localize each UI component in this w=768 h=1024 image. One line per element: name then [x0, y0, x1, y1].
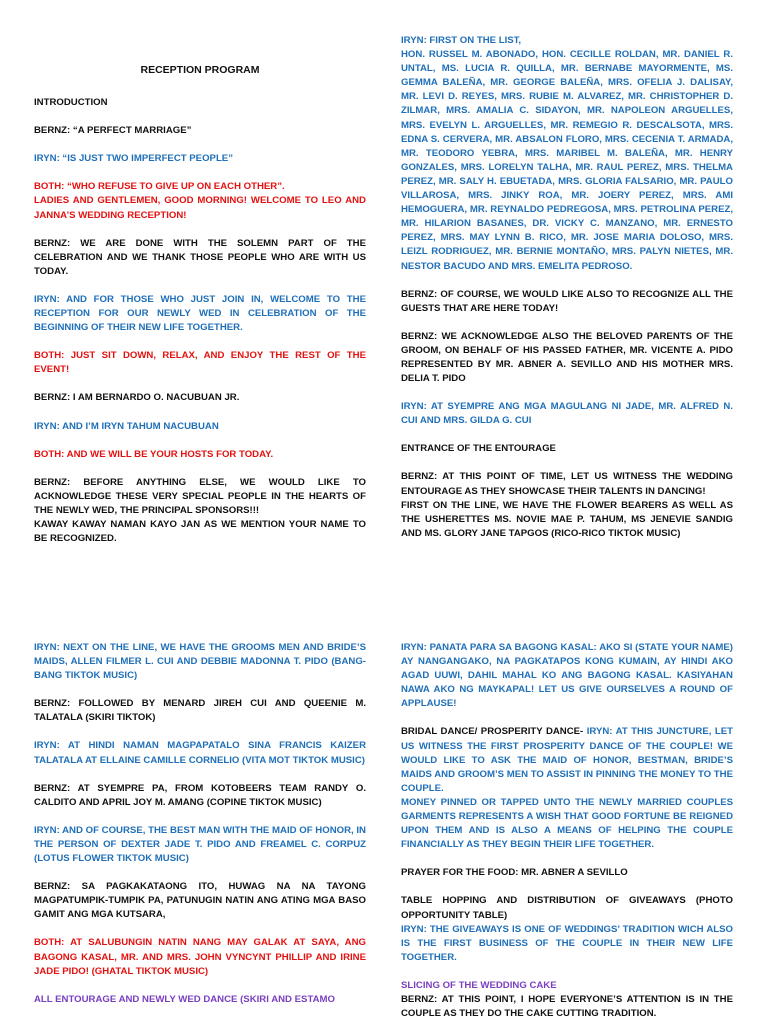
- bernz-line: BERNZ: WE ARE DONE WITH THE SOLEMN PART OF THE CELEBRATION AND WE THANK THOSE PEOPLE WHO ARE WITH US TODAY.: [34, 237, 366, 277]
- bernz-line: BERNZ: OF COURSE, WE WOULD LIKE ALSO TO RECOGNIZE ALL THE GUESTS THAT ARE HERE TODAY!: [401, 288, 733, 314]
- page1-right-column: [401, 34, 733, 541]
- prosperity-dance-heading: BRIDAL DANCE/ PROSPERITY DANCE-: [401, 726, 587, 738]
- bernz-line: BERNZ: AT THIS POINT OF TIME, LET US WITNESS THE WEDDING ENTOURAGE AS THEY SHOWCASE THEIR TALENTS IN DANCING!: [401, 471, 733, 497]
- flower-bearers-line: FIRST ON THE LINE, WE HAVE THE FLOWER BEARERS AS WELL AS THE USHERETTES MS. NOVIE MAE P. TAHUM, MS JENEVIE SANDIG AND MS. GLORY JANE TAPGOS (RICO-RICO TIKTOK MUSIC): [401, 499, 733, 539]
- iryn-line: IRYN: AT THIS JUNCTURE, LET US WITNESS THE FIRST PROSPERITY DANCE OF THE COUPLE! WE WOULD LIKE TO ASK THE MAID OF HONOR, BESTMAN, BRIDE’S MAIDS AND GROOM’S MEN TO ASSIST IN PINNING THE MONEY TO THE COUPLE.: [401, 726, 733, 794]
- page1-left-column: [34, 63, 366, 546]
- introduction-heading: INTRODUCTION: [34, 97, 108, 109]
- bernz-line: BERNZ: BEFORE ANYTHING ELSE, WE WOULD LIKE TO ACKNOWLEDGE THESE VERY SPECIAL PEOPLE IN THE HEARTS OF THE NEWLY WED, THE PRINCIPAL SPONSORS!!!: [34, 476, 366, 516]
- sponsors-list: HON. RUSSEL M. ABONADO, HON. CECILLE ROLDAN, MR. DANIEL R. UNTAL, MS. LUCIA R. QUILLA, MR. BERNABE MAYORMENTE, MS. GEMMA BALEÑA, MR. GEORGE BALEÑA, MRS. OFELIA J. DALISAY, MR. LEVI D. REYES, MRS. RUBIE M. ALVAREZ, MR. CHRISTOPHER D. ZILMAR, MRS. AMALIA C. SIDAYON, MR. NAPOLEON ARGUELLES, MRS. EVELYN L. ARGUELLES, MR. REMEGIO R. DESCALSOTA, MRS. EDNA S. CERVERA, MR. ABSALON FLORO, MRS. CECENIA T. ARMADA, MR. TEODORO YEBRA, MRS. MARIBEL M. BALEÑA, MR. HENRY GONZALES, MRS. LORELYN TALHA, MR. RAUL PEREZ, MRS. THELMA PEREZ, MR. SALY H. EBUETADA, MRS. GLORIA FALSARIO, MR. PAULO VILLAROSA, MRS. JINKY ROA, MR. JOERY PEREZ, MRS. AMI HEMOGUERA, MR. REYNALDO PEDREGOSA, MRS. PETROLINA PEREZ, MR. HILARION BASANES, DR. VICKY C. MANZANO, MR. ERNESTO PEREZ, MRS. MAY LYNN B. RICO, MR. JOSE MARIA DOLOSO, MRS. LEIZL RODRIGUEZ, MR. BERNIE MONTAÑO, MRS. PALYN NIETES, MR. NESTOR BACUDO AND MRS. EMELITA PEDROSO.: [401, 49, 733, 272]
- prayer-line: PRAYER FOR THE FOOD: MR. ABNER A SEVILLO: [401, 867, 628, 879]
- entourage-dance-line: ALL ENTOURAGE AND NEWLY WED DANCE (SKIRI AND ESTAMO: [34, 993, 335, 1005]
- iryn-line: IRYN: “IS JUST TWO IMPERFECT PEOPLE”: [34, 153, 233, 165]
- bernz-line: BERNZ: “A PERFECT MARRIAGE”: [34, 125, 192, 137]
- program-title: RECEPTION PROGRAM: [140, 64, 260, 76]
- entourage-heading: ENTRANCE OF THE ENTOURAGE: [401, 443, 556, 455]
- table-hopping-line: TABLE HOPPING AND DISTRIBUTION OF GIVEAWAYS (PHOTO OPPORTUNITY TABLE): [401, 895, 733, 921]
- iryn-line: IRYN: NEXT ON THE LINE, WE HAVE THE GROOMS MEN AND BRIDE’S MAIDS, ALLEN FILMER L. CUI AND DEBBIE MADONNA T. PIDO (BANG-BANG TIKTOK MUSIC): [34, 642, 366, 682]
- both-line: BOTH: JUST SIT DOWN, RELAX, AND ENJOY THE REST OF THE EVENT!: [34, 350, 366, 376]
- bernz-line: BERNZ: AT SYEMPRE PA, FROM KOTOBEERS TEAM RANDY O. CALDITO AND APRIL JOY M. AMANG (COPINE TIKTOK MUSIC): [34, 782, 366, 808]
- prosperity-dance-paragraph: [401, 725, 733, 795]
- iryn-line: IRYN: FIRST ON THE LIST,: [401, 35, 522, 46]
- both-line: BOTH: “WHO REFUSE TO GIVE UP ON EACH OTHER”.: [34, 181, 285, 193]
- iryn-line: IRYN: AT HINDI NAMAN MAGPAPATALO SINA FRANCIS KAIZER TALATALA AT ELLAINE CAMILLE CORNELIO (VITA MOT TIKTOK MUSIC): [34, 740, 366, 766]
- bernz-line: BERNZ: AT THIS POINT, I HOPE EVERYONE’S ATTENTION IS IN THE COUPLE AS THEY DO THE CAKE CUTTING TRADITION.: [401, 993, 733, 1020]
- bernz-line: BERNZ: I AM BERNARDO O. NACUBUAN JR.: [34, 392, 240, 404]
- both-line: BOTH: AND WE WILL BE YOUR HOSTS FOR TODAY.: [34, 448, 274, 460]
- bernz-line: BERNZ: WE ACKNOWLEDGE ALSO THE BELOVED PARENTS OF THE GROOM, ON BEHALF OF HIS PASSED FATHER, MR. VICENTE A. PIDO REPRESENTED BY MR. ABNER A. SEVILLO AND HIS MOTHER MRS. DELIA T. PIDO: [401, 330, 733, 385]
- page2-right-column: [401, 641, 733, 1021]
- money-pinning-line: MONEY PINNED OR TAPPED UNTO THE NEWLY MARRIED COUPLES GARMENTS REPRESENTS A WISH THAT GOOD FORTUNE BE REIGNED UPON THEM AND IS ALSO A MEANS OF HELPING THE COUPLE FINANCIALLY AS THEY BEGIN THEIR LIFE TOGETHER.: [401, 796, 733, 851]
- welcome-line: LADIES AND GENTLEMEN, GOOD MORNING! WELCOME TO LEO AND JANNA’S WEDDING RECEPTION!: [34, 195, 366, 221]
- iryn-line: IRYN: AND I’M IRYN TAHUM NACUBUAN: [34, 420, 219, 432]
- iryn-line: IRYN: AND OF COURSE, THE BEST MAN WITH THE MAID OF HONOR, IN THE PERSON OF DEXTER JADE T. PIDO AND FREAMEL C. CORPUZ (LOTUS FLOWER TIKTOK MUSIC): [34, 824, 366, 865]
- iryn-line: IRYN: AT SYEMPRE ANG MGA MAGULANG NI JADE, MR. ALFRED N. CUI AND MRS. GILDA G. CUI: [401, 401, 733, 427]
- cake-slicing-heading: SLICING OF THE WEDDING CAKE: [401, 979, 557, 991]
- bernz-line: BERNZ: SA PAGKAKATAONG ITO, HUWAG NA NA TAYONG MAGPATUMPIK-TUMPIK PA, PATUNUGIN NATIN ANG ATING MGA BASO GAMIT ANG MGA KUTSARA,: [34, 881, 366, 921]
- iryn-line: IRYN: THE GIVEAWAYS IS ONE OF WEDDINGS’ TRADITION WICH ALSO IS THE FIRST BUSINESS OF THE COUPLE IN THEIR NEW LIFE TOGETHER.: [401, 923, 733, 963]
- page2-left-column: [34, 641, 366, 1007]
- iryn-line: IRYN: AND FOR THOSE WHO JUST JOIN IN, WELCOME TO THE RECEPTION FOR OUR NEWLY WED IN CELEBRATION OF THE BEGINNING OF THEIR NEW LIFE TOGETHER.: [34, 293, 366, 334]
- iryn-line: IRYN: PANATA PARA SA BAGONG KASAL: AKO SI (STATE YOUR NAME) AY NANGANGAKO, NA PAGKATAPOS KONG KUMAIN, AY HINDI AKO AGAD UUWI, DAHIL MAHAL KO ANG BAGONG KASAL. KASIYAHAN NAWA AKO NG MAYKAPAL! LET US GIVE OURSELVES A ROUND OF APPLAUSE!: [401, 642, 733, 710]
- bernz-line: BERNZ: FOLLOWED BY MENARD JIREH CUI AND QUEENIE M. TALATALA (SKIRI TIKTOK): [34, 698, 366, 724]
- kaway-line: KAWAY KAWAY NAMAN KAYO JAN AS WE MENTION YOUR NAME TO BE RECOGNIZED.: [34, 518, 366, 545]
- both-line: BOTH: AT SALUBUNGIN NATIN NANG MAY GALAK AT SAYA, ANG BAGONG KASAL, MR. AND MRS. JOHN VYNCYNT PHILLIP AND IRINE JADE PIDO! (GHATAL TIKTOK MUSIC): [34, 937, 366, 977]
